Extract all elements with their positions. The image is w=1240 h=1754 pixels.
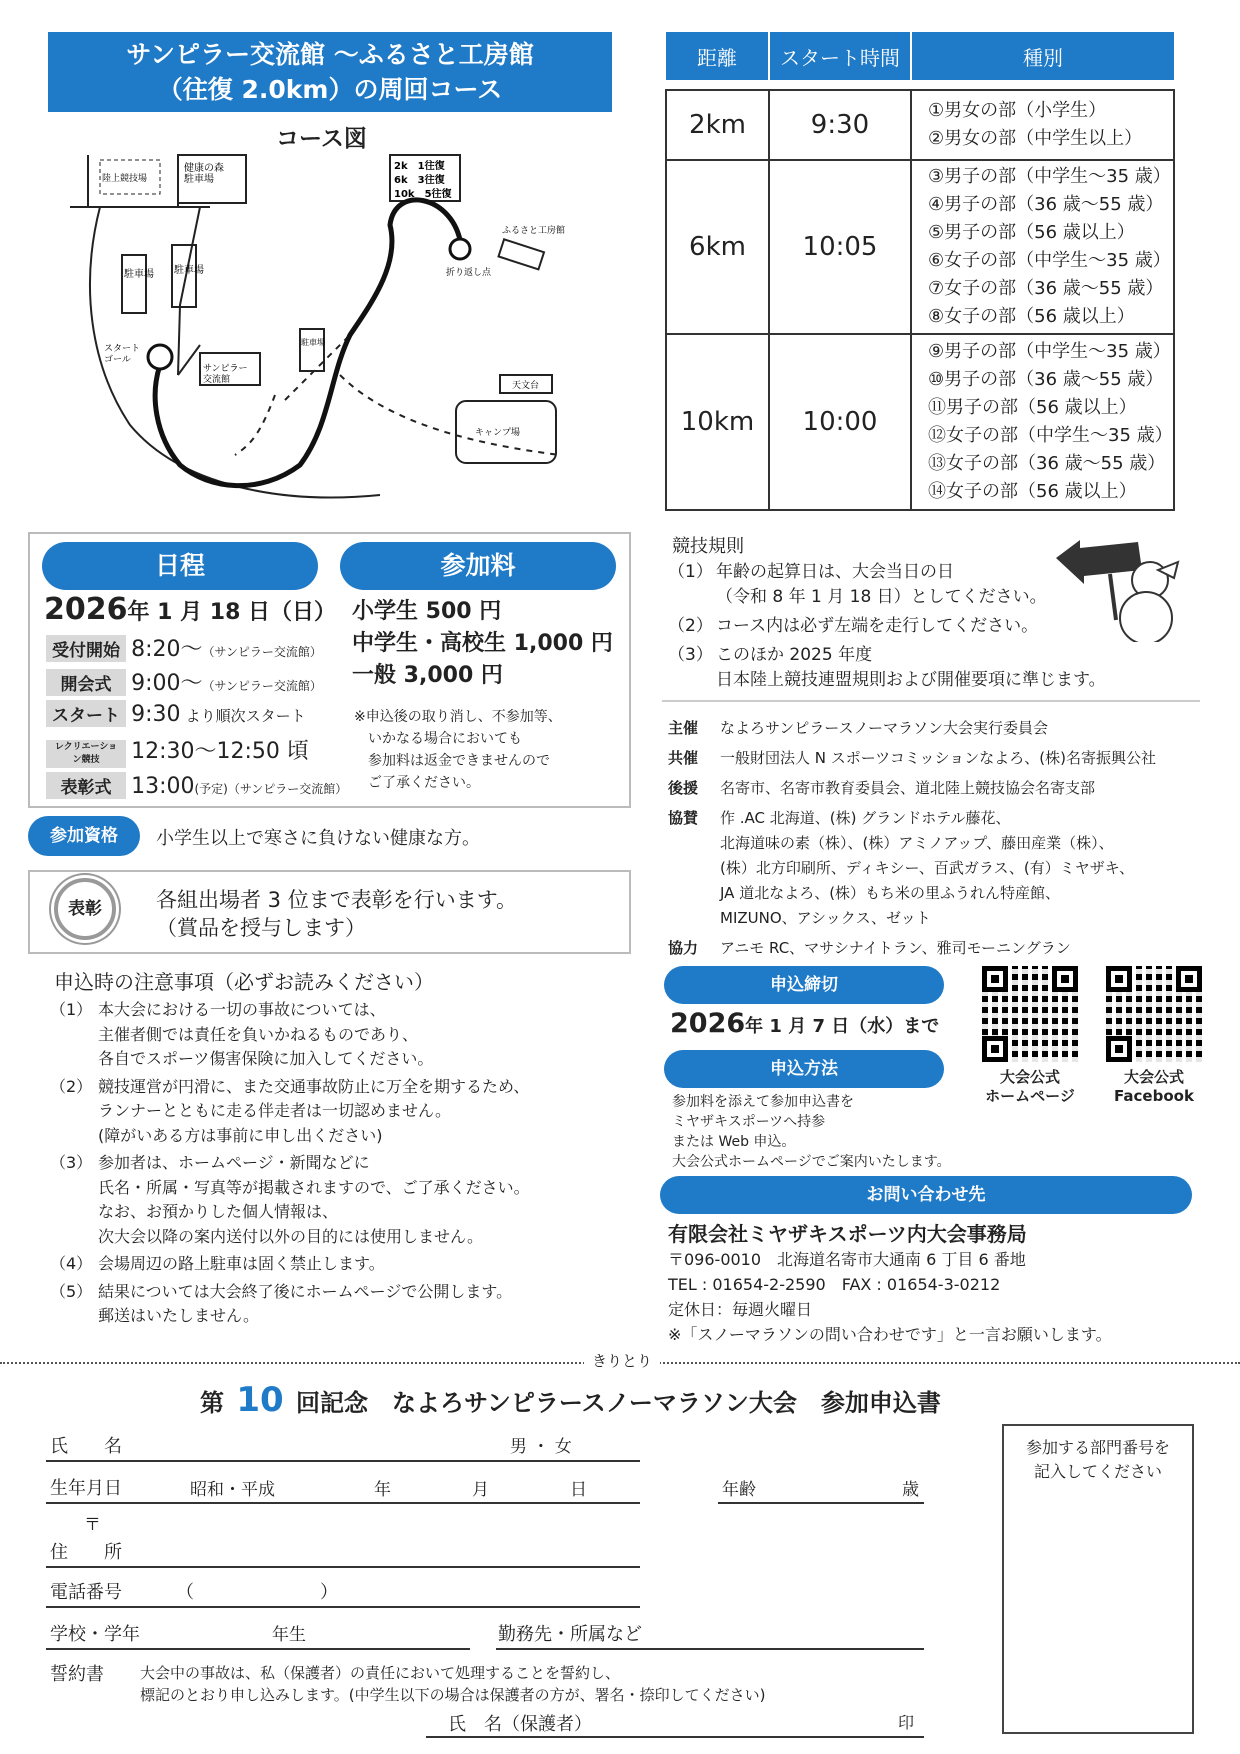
note-num: （2） bbox=[50, 1076, 93, 1096]
race-time: 10:00 bbox=[769, 334, 911, 510]
course-title-line1: サンピラー交流館 〜ふるさと工房館 bbox=[126, 40, 534, 69]
fee-list bbox=[352, 596, 613, 692]
schedule-date-rest: 年 1 月 18 日（日） bbox=[127, 600, 337, 625]
course-title-line2: （往復 2.0km）の周回コース bbox=[157, 75, 503, 104]
note-num: （5） bbox=[50, 1281, 93, 1301]
note-line: 主催者側では責任を負いかねるものであり、 bbox=[98, 1024, 419, 1044]
notes-list bbox=[50, 998, 630, 1329]
map-label-turn: 折り返し点 bbox=[446, 268, 492, 278]
map-label-parking2: 駐車場 bbox=[174, 265, 204, 276]
fee-header: 参加料 bbox=[340, 542, 616, 590]
rule-line: （令和 8 年 1 月 18 日）としてください。 bbox=[716, 587, 1047, 607]
form-title bbox=[200, 1380, 941, 1420]
rules-divider bbox=[662, 700, 1200, 702]
note-item bbox=[50, 998, 630, 1072]
form-pledge-line: 標記のとおり申し込みします。(中学生以下の場合は保護者の方が、署名・捺印してください) bbox=[140, 1686, 766, 1704]
contact-holiday: 定休日：毎週火曜日 bbox=[668, 1300, 813, 1319]
map-label-start-goal: スタートゴール bbox=[104, 344, 141, 365]
form-address-line bbox=[46, 1566, 640, 1568]
method-line: または Web 申込。 bbox=[672, 1134, 796, 1150]
form-school-line bbox=[46, 1648, 470, 1650]
note-line: なお、お預かりした個人情報は、 bbox=[98, 1202, 339, 1221]
contact-address: 〒096-0010 北海道名寄市大通南 6 丁目 6 番地 bbox=[668, 1250, 1026, 1269]
organizer-line: 北海道味の素（株）、(株）アミノアップ、藤田産業（株）、 bbox=[720, 834, 1114, 852]
form-pledge-line: 大会中の事故は、私（保護者）の責任において処理することを誓約し、 bbox=[140, 1664, 621, 1682]
form-guardian-label: 氏 名（保護者） bbox=[448, 1714, 592, 1735]
notes-title: 申込時の注意事項（必ずお読みください） bbox=[54, 970, 434, 994]
schedule-label: レクリエーション競技 bbox=[46, 740, 126, 768]
rule-line: 年齢の起算日は、大会当日の日 bbox=[716, 562, 954, 582]
form-postal: 〒 bbox=[84, 1515, 101, 1535]
fee-note-line: ご了承ください。 bbox=[368, 775, 480, 791]
fee-line: 中学生・高校生 1,000 円 bbox=[352, 631, 613, 656]
organizer-row bbox=[668, 936, 1208, 961]
organizer-role: 主催 bbox=[668, 719, 699, 737]
note-line: 結果については大会終了後にホームページで公開します。 bbox=[98, 1281, 513, 1301]
race-category: ⑨男子の部（中学生〜35 歳） bbox=[928, 341, 1171, 362]
deadline-year: 2026 bbox=[670, 1008, 746, 1039]
form-era[interactable]: 昭和・平成 bbox=[190, 1480, 275, 1500]
method-line: ミヤザキスポーツへ持参 bbox=[672, 1114, 826, 1130]
schedule-header: 日程 bbox=[42, 542, 318, 590]
map-label-tenmon: 天文台 bbox=[512, 381, 540, 391]
organizer-line: 名寄市、名寄市教育委員会、道北陸上競技協会名寄支部 bbox=[720, 779, 1096, 797]
race-category: ⑭女子の部（56 歳以上） bbox=[928, 481, 1137, 502]
award-line: 各組出場者 3 位まで表彰を行います。 bbox=[156, 888, 518, 912]
organizer-line: アニモ RC、マサシナイトラン、雅司モーニングラン bbox=[720, 939, 1071, 957]
form-school-label: 学校・学年 bbox=[50, 1624, 140, 1645]
schedule-time: 9:30 bbox=[131, 702, 181, 727]
race-categories bbox=[911, 160, 1174, 334]
schedule-label: 表彰式 bbox=[46, 772, 126, 799]
fee-note-line: 参加料は返金できませんので bbox=[368, 753, 550, 769]
cut-label: きりとり bbox=[584, 1350, 660, 1371]
contact-note: ※「スノーマラソンの問い合わせです」と一言お願いします。 bbox=[668, 1325, 1112, 1344]
form-age-line bbox=[718, 1502, 924, 1504]
form-address-label: 住 所 bbox=[50, 1542, 122, 1563]
race-time: 10:05 bbox=[769, 160, 911, 334]
rule-line: 日本陸上競技連盟規則および開催要項に準じます。 bbox=[716, 670, 1106, 690]
organizer-role: 協力 bbox=[668, 939, 699, 957]
rule-num: （3） bbox=[668, 645, 713, 665]
method-text bbox=[672, 1092, 951, 1172]
form-guardian-line bbox=[426, 1736, 924, 1738]
race-row bbox=[666, 160, 1174, 334]
qr-caption: Facebook bbox=[1114, 1087, 1194, 1105]
award-badge bbox=[54, 878, 116, 940]
map-label-camp: キャンプ場 bbox=[475, 428, 521, 438]
organizer-row bbox=[668, 746, 1208, 771]
qr-caption: 大会公式 bbox=[999, 1068, 1060, 1086]
organizer-line: 一般財団法人 N スポーツコミッションなよろ、(株)名寄振興公社 bbox=[720, 749, 1156, 767]
schedule-label: 開会式 bbox=[46, 669, 126, 696]
race-category: ⑦女子の部（36 歳〜55 歳） bbox=[928, 278, 1164, 299]
course-title bbox=[48, 32, 612, 112]
schedule-time: 9:00〜 bbox=[131, 671, 203, 696]
race-table bbox=[665, 32, 1175, 511]
organizers bbox=[668, 716, 1208, 961]
map-label-rikujo: 陸上競技場 bbox=[102, 174, 148, 184]
schedule-time: 13:00 bbox=[131, 774, 195, 799]
form-seal: 印 bbox=[898, 1713, 915, 1732]
race-category: ①男女の部（小学生） bbox=[928, 100, 1107, 121]
organizer-line: JA 道北なよろ、(株）もち米の里ふうれん特産館、 bbox=[720, 884, 1061, 902]
map-lap-3: 10k 5往復 bbox=[394, 189, 452, 200]
form-year: 年 bbox=[374, 1480, 391, 1500]
note-line: 競技運営が円滑に、また交通事故防止に万全を期するため、 bbox=[98, 1076, 530, 1096]
form-name-label: 氏 名 bbox=[50, 1436, 122, 1457]
schedule-list bbox=[46, 632, 356, 806]
form-age-unit: 歳 bbox=[902, 1480, 919, 1500]
race-categories bbox=[911, 90, 1174, 160]
map-label-furusato: ふるさと工房館 bbox=[502, 226, 566, 236]
schedule-note: より順次スタート bbox=[185, 707, 306, 725]
note-line: 参加者は、ホームページ・新聞などに bbox=[98, 1153, 370, 1172]
note-line: 会場周辺の路上駐車は固く禁止します。 bbox=[98, 1254, 385, 1273]
note-line: 郵送はいたしません。 bbox=[98, 1306, 259, 1325]
race-header-distance: 距離 bbox=[666, 32, 769, 80]
race-row bbox=[666, 334, 1174, 510]
organizer-row bbox=[668, 776, 1208, 801]
rule-num: （2） bbox=[668, 616, 713, 636]
race-row bbox=[666, 90, 1174, 160]
form-division-box[interactable] bbox=[1002, 1424, 1194, 1734]
contact-info bbox=[668, 1222, 1112, 1347]
form-day: 日 bbox=[570, 1480, 587, 1500]
form-birth-line bbox=[46, 1502, 640, 1504]
organizer-row bbox=[668, 806, 1208, 931]
qr-code-icon bbox=[982, 966, 1078, 1062]
note-num: （1） bbox=[50, 1000, 93, 1019]
form-age-label: 年齢 bbox=[722, 1480, 756, 1500]
method-line: 大会公式ホームページでご案内いたします。 bbox=[672, 1154, 951, 1170]
form-title-pre: 第 bbox=[200, 1389, 224, 1417]
method-label: 申込方法 bbox=[664, 1050, 944, 1088]
note-line: 次大会以降の案内送付以外の目的には使用しません。 bbox=[98, 1226, 483, 1246]
qr-homepage[interactable] bbox=[980, 966, 1080, 1106]
note-line: 各自でスポーツ傷害保険に加入してください。 bbox=[98, 1049, 434, 1068]
note-item bbox=[50, 1280, 630, 1329]
race-category: ⑥女子の部（中学生〜35 歳） bbox=[928, 250, 1171, 271]
deadline-date bbox=[670, 1008, 939, 1039]
rules-title: 競技規則 bbox=[672, 536, 744, 557]
schedule-item bbox=[46, 700, 356, 734]
note-line: 氏名・所属・写真等が掲載されますので、ご了承ください。 bbox=[98, 1177, 530, 1197]
map-lap-1: 2k 1往復 bbox=[394, 161, 445, 172]
note-num: （4） bbox=[50, 1254, 93, 1273]
race-category: ⑪男子の部（56 歳以上） bbox=[928, 397, 1137, 418]
deadline-label: 申込締切 bbox=[664, 966, 944, 1004]
rule-num: （1） bbox=[668, 562, 713, 582]
contact-tel: TEL : 01654-2-2590 FAX : 01654-3-0212 bbox=[668, 1275, 1001, 1294]
fee-note bbox=[354, 706, 562, 794]
course-map bbox=[60, 145, 620, 515]
map-label-sunpillar: サンピラー交流館 bbox=[203, 364, 248, 385]
schedule-date bbox=[44, 592, 336, 627]
note-num: （3） bbox=[50, 1153, 93, 1172]
note-item bbox=[50, 1151, 630, 1249]
schedule-item bbox=[46, 632, 356, 666]
form-work-line bbox=[496, 1648, 924, 1650]
form-box-text: 参加する部門番号を bbox=[1025, 1438, 1170, 1457]
qr-facebook[interactable] bbox=[1104, 966, 1204, 1106]
rule-item bbox=[668, 643, 1188, 693]
form-birth-label: 生年月日 bbox=[50, 1478, 122, 1499]
method-line: 参加料を添えて参加申込書を bbox=[672, 1094, 854, 1110]
organizer-line: なよろサンピラースノーマラソン大会実行委員会 bbox=[720, 719, 1049, 737]
organizer-line: (株）北方印刷所、ディキシー、百武ガラス、(有）ミヤザキ、 bbox=[720, 859, 1135, 877]
race-category: ⑩男子の部（36 歳〜55 歳） bbox=[928, 369, 1164, 390]
race-distance: 2km bbox=[666, 90, 769, 160]
form-grade: 年生 bbox=[272, 1625, 306, 1645]
form-phone-label: 電話番号 bbox=[50, 1582, 122, 1603]
eligibility-text: 小学生以上で寒さに負けない健康な方。 bbox=[156, 828, 480, 849]
race-time: 9:30 bbox=[769, 90, 911, 160]
race-categories bbox=[911, 334, 1174, 510]
schedule-label: 受付開始 bbox=[46, 635, 126, 662]
form-title-num: 10 bbox=[236, 1380, 284, 1420]
contact-label: お問い合わせ先 bbox=[660, 1176, 1192, 1214]
race-category: ⑫女子の部（中学生〜35 歳） bbox=[928, 425, 1173, 446]
note-item bbox=[50, 1252, 630, 1277]
map-label-kenko: 健康の森駐車場 bbox=[184, 163, 224, 185]
note-line: (障がいある方は事前に申し出ください) bbox=[98, 1125, 383, 1145]
schedule-time: 12:30〜12:50 頃 bbox=[131, 739, 309, 764]
deadline-rest: 年 1 月 7 日（水）まで bbox=[745, 1016, 940, 1037]
award-text bbox=[156, 886, 517, 942]
award-badge-text: 表彰 bbox=[68, 899, 102, 919]
organizer-line: MIZUNO、アシックス、ゼット bbox=[720, 909, 931, 927]
form-name-line bbox=[46, 1460, 640, 1462]
race-header-time: スタート時間 bbox=[769, 32, 911, 80]
schedule-note: (予定)（サンピラー交流館） bbox=[194, 782, 348, 796]
schedule-label: スタート bbox=[46, 700, 126, 727]
map-label-parking3: 駐車場 bbox=[301, 338, 325, 347]
note-item bbox=[50, 1075, 630, 1149]
race-category: ⑬女子の部（36 歳〜55 歳） bbox=[928, 453, 1166, 474]
race-category: ⑧女子の部（56 歳以上） bbox=[928, 306, 1135, 327]
form-title-post: 回記念 なよろサンピラースノーマラソン大会 参加申込書 bbox=[296, 1389, 941, 1417]
race-distance: 6km bbox=[666, 160, 769, 334]
award-line: （賞品を授与します） bbox=[156, 916, 366, 940]
race-distance: 10km bbox=[666, 334, 769, 510]
rule-line: コース内は必ず左端を走行してください。 bbox=[716, 616, 1039, 636]
organizer-row bbox=[668, 716, 1208, 741]
fee-note-line: ※申込後の取り消し、不参加等、 bbox=[354, 709, 562, 725]
fee-line: 小学生 500 円 bbox=[352, 599, 502, 624]
form-pledge-label: 誓約書 bbox=[50, 1664, 104, 1685]
form-box-text: 記入してください bbox=[1033, 1462, 1162, 1481]
qr-caption: ホームページ bbox=[985, 1087, 1075, 1105]
note-line: 本大会における一切の事故については、 bbox=[98, 1000, 386, 1019]
fee-line: 一般 3,000 円 bbox=[352, 663, 503, 688]
eligibility-label: 参加資格 bbox=[28, 816, 140, 856]
qr-code-icon bbox=[1106, 966, 1202, 1062]
form-phone-paren: （ ） bbox=[176, 1582, 338, 1603]
race-category: ⑤男子の部（56 歳以上） bbox=[928, 222, 1135, 243]
organizer-role: 後援 bbox=[668, 779, 699, 797]
form-phone-line bbox=[46, 1606, 640, 1608]
schedule-item bbox=[46, 666, 356, 700]
schedule-note: （サンピラー交流館） bbox=[202, 679, 322, 693]
schedule-item bbox=[46, 772, 356, 806]
schedule-note: （サンピラー交流館） bbox=[202, 645, 322, 659]
race-header-category: 種別 bbox=[911, 32, 1174, 80]
form-work-label: 勤務先・所属など bbox=[498, 1624, 642, 1645]
contact-company: 有限会社ミヤザキスポーツ内大会事務局 bbox=[668, 1222, 1027, 1246]
fee-note-line: いかなる場合においても bbox=[368, 731, 522, 747]
rule-line: このほか 2025 年度 bbox=[716, 645, 873, 665]
organizer-line: 作 .AC 北海道、(株) グランドホテル藤花、 bbox=[720, 809, 1011, 827]
organizer-role: 共催 bbox=[668, 749, 699, 767]
race-category: ④男子の部（36 歳〜55 歳） bbox=[928, 194, 1164, 215]
schedule-time: 8:20〜 bbox=[131, 637, 203, 662]
race-category: ②男女の部（中学生以上） bbox=[928, 128, 1143, 149]
schedule-item bbox=[46, 734, 356, 772]
organizer-role: 協賛 bbox=[668, 809, 699, 827]
race-category: ③男子の部（中学生〜35 歳） bbox=[928, 166, 1171, 187]
form-gender[interactable]: 男 ・ 女 bbox=[510, 1437, 572, 1457]
form-pledge-text bbox=[140, 1662, 766, 1706]
qr-caption: 大会公式 bbox=[1123, 1068, 1184, 1086]
snowman-sign-icon bbox=[1050, 530, 1190, 642]
map-label-parking1: 駐車場 bbox=[124, 269, 154, 280]
map-title: コース図 bbox=[276, 126, 367, 152]
schedule-date-year: 2026 bbox=[44, 592, 128, 627]
note-line: ランナーとともに走る伴走者は一切認めません。 bbox=[98, 1101, 451, 1120]
form-month: 月 bbox=[472, 1480, 489, 1500]
map-lap-2: 6k 3往復 bbox=[394, 175, 445, 186]
